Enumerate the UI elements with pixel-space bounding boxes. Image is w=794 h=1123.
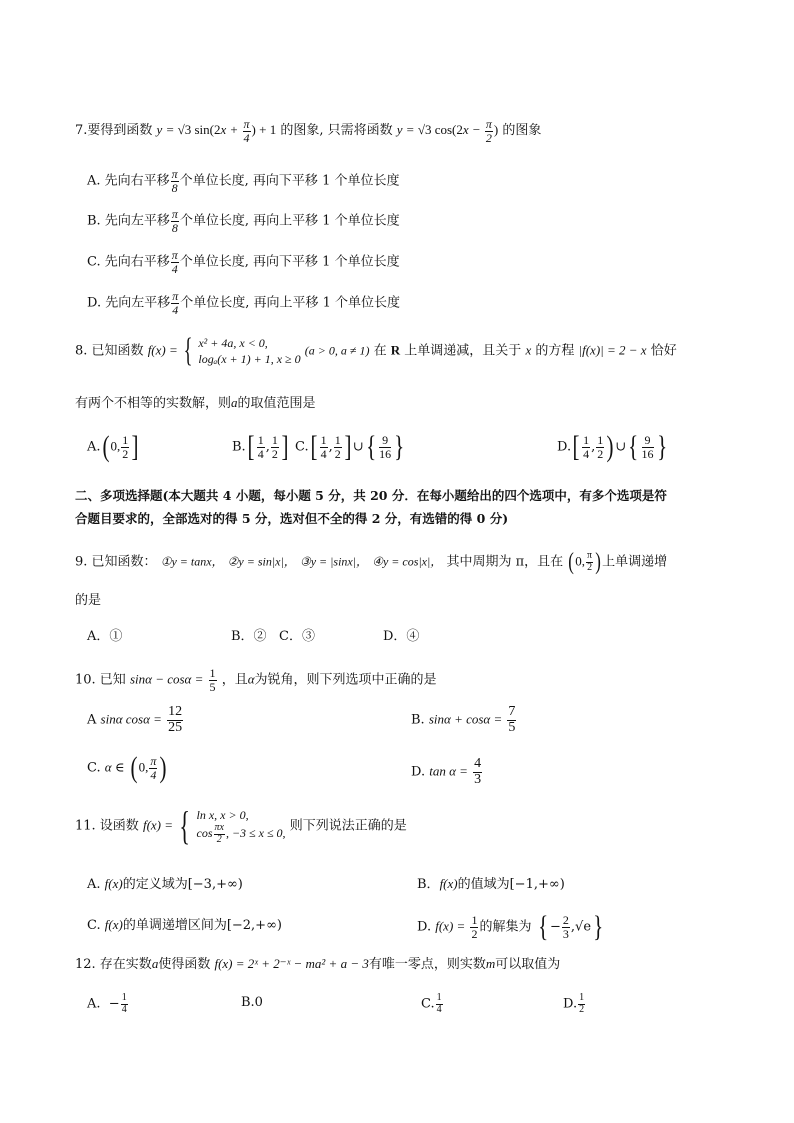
q8-option-c[interactable]: C.[ $\frac{1}{4}$ , $\frac{1}{2}$ ] ∪{ $\frac{9}{16}$ } [295, 430, 405, 463]
q7-formula-target: y = √3 sin(2x + $\frac{\pi}{4}$ ) + 1 [156, 117, 277, 145]
q11-stem: 11. 设函数 f(x) = { ln x, x > 0, cos $\frac{\pi x}{2}$ , −3 ≤ x ≤ 0, 则下列说法正确的是 [75, 803, 407, 848]
q10-option-a[interactable]: A sinα cosα = $\frac{12}{25}$ [87, 704, 183, 735]
q7-option-b[interactable]: B. 先向左平移 $\frac{\pi}{8}$ 个单位长度, 再向上平移 1 个单位长度 [87, 207, 400, 235]
q7-stem: 7.要得到函数 y = √3 sin(2x + $\frac{\pi}{4}$ ) + 1 的图象, 只需将函数 y = √3 cos(2x − $\frac{\pi}{2}$ ) 的图象 [75, 117, 542, 145]
q9-option-d[interactable]: D．④ [383, 629, 420, 644]
q9-stem-line2: 的是 [75, 593, 102, 608]
q11-option-d[interactable]: D. f(x) = $\frac{1}{2}$ 的解集为 { − $\frac{2}{3}$ ,√e} [417, 910, 604, 943]
q7-option-c[interactable]: C. 先向右平移 $\frac{\pi}{4}$ 个单位长度, 再向下平移 1 个单位长度 [87, 248, 400, 276]
q9-option-c[interactable]: C．③ [279, 629, 315, 644]
q12-option-a[interactable]: A. − $\frac{1}{4}$ [87, 992, 127, 1015]
q9-stem: 9. 已知函数： ①y = tanx， ②y = sin|x|， ③y = |sinx|， ④y = cos|x|， 其中周期为 π，且在 (0, $\frac{\pi}{2}$ )上单调递增 [75, 549, 668, 575]
q7-formula-source: y = √3 cos(2x − $\frac{\pi}{2}$ ) [396, 117, 499, 145]
q8-option-a[interactable]: A.( 0, $\frac{1}{2}$ ] [87, 430, 139, 463]
q8-stem: 8. 已知函数 f(x) = { x² + 4a, x < 0, logₐ(x + 1) + 1, x ≥ 0 (a > 0, a ≠ 1) 在 R 上单调递减，且关于 x 的方程 |f(x)| = 2 − x 恰好 [75, 332, 677, 369]
section-2-heading: 二、多项选择题(本大题共 4 小题，每小题 5 分，共 20 分．在每小题给出的四个选项中，有多个选项是符 [75, 488, 667, 503]
q7-option-d[interactable]: D. 先向左平移 $\frac{\pi}{4}$ 个单位长度, 再向上平移 1 个单位长度 [87, 289, 401, 317]
q8-option-d[interactable]: D.[ $\frac{1}{4}$ , $\frac{1}{2}$ ) ∪{ $\frac{9}{16}$ } [557, 430, 667, 463]
section-2-heading-line2: 合题目要求的，全部选对的得 5 分，选对但不全的得 2 分，有选错的得 0 分) [75, 511, 509, 526]
q8-stem-line2: 有两个不相等的实数解，则a的取值范围是 [75, 395, 316, 411]
q10-option-c[interactable]: C. α ∈ ( 0, $\frac{\pi}{4}$ ) [87, 751, 167, 784]
q11-option-c[interactable]: C. f(x)的单调递增区间为[−2,+∞) [87, 917, 282, 933]
q12-option-d[interactable]: D. $\frac{1}{2}$ [563, 992, 585, 1015]
q7-option-a[interactable]: A. 先向右平移 $\frac{\pi}{8}$ 个单位长度, 再向下平移 1 个单位长度 [87, 167, 400, 195]
q9-option-a[interactable]: A．① [87, 629, 123, 644]
q12-option-b[interactable]: B.0 [241, 995, 263, 1010]
q12-stem: 12. 存在实数a使得函数 f(x) = 2ˣ + 2⁻ˣ − ma² + a − 3有唯一零点，则实数m可以取值为 [75, 956, 561, 972]
q8-option-b[interactable]: B.[ $\frac{1}{4}$ , $\frac{1}{2}$ ] [232, 430, 289, 463]
q10-stem: 10. 已知 sinα − cosα = $\frac{1}{5}$ ，且α为锐角，则下列选项中正确的是 [75, 666, 437, 694]
q11-option-a[interactable]: A. f(x)的定义域为[−3,+∞) [87, 876, 243, 892]
q9-option-b[interactable]: B．② [231, 629, 267, 644]
q12-option-c[interactable]: C. $\frac{1}{4}$ [421, 992, 442, 1015]
q11-piecewise: ln x, x > 0, cos $\frac{\pi x}{2}$ , −3 ≤ x ≤ 0, [196, 807, 286, 845]
q11-option-b[interactable]: B．f(x)的值域为[−1,+∞) [417, 876, 565, 892]
q8-piecewise: x² + 4a, x < 0, logₐ(x + 1) + 1, x ≥ 0 [198, 335, 301, 366]
q10-option-d[interactable]: D. tan α = $\frac{4}{3}$ [411, 756, 482, 787]
q10-option-b[interactable]: B. sinα + cosα = $\frac{7}{5}$ [411, 704, 516, 735]
